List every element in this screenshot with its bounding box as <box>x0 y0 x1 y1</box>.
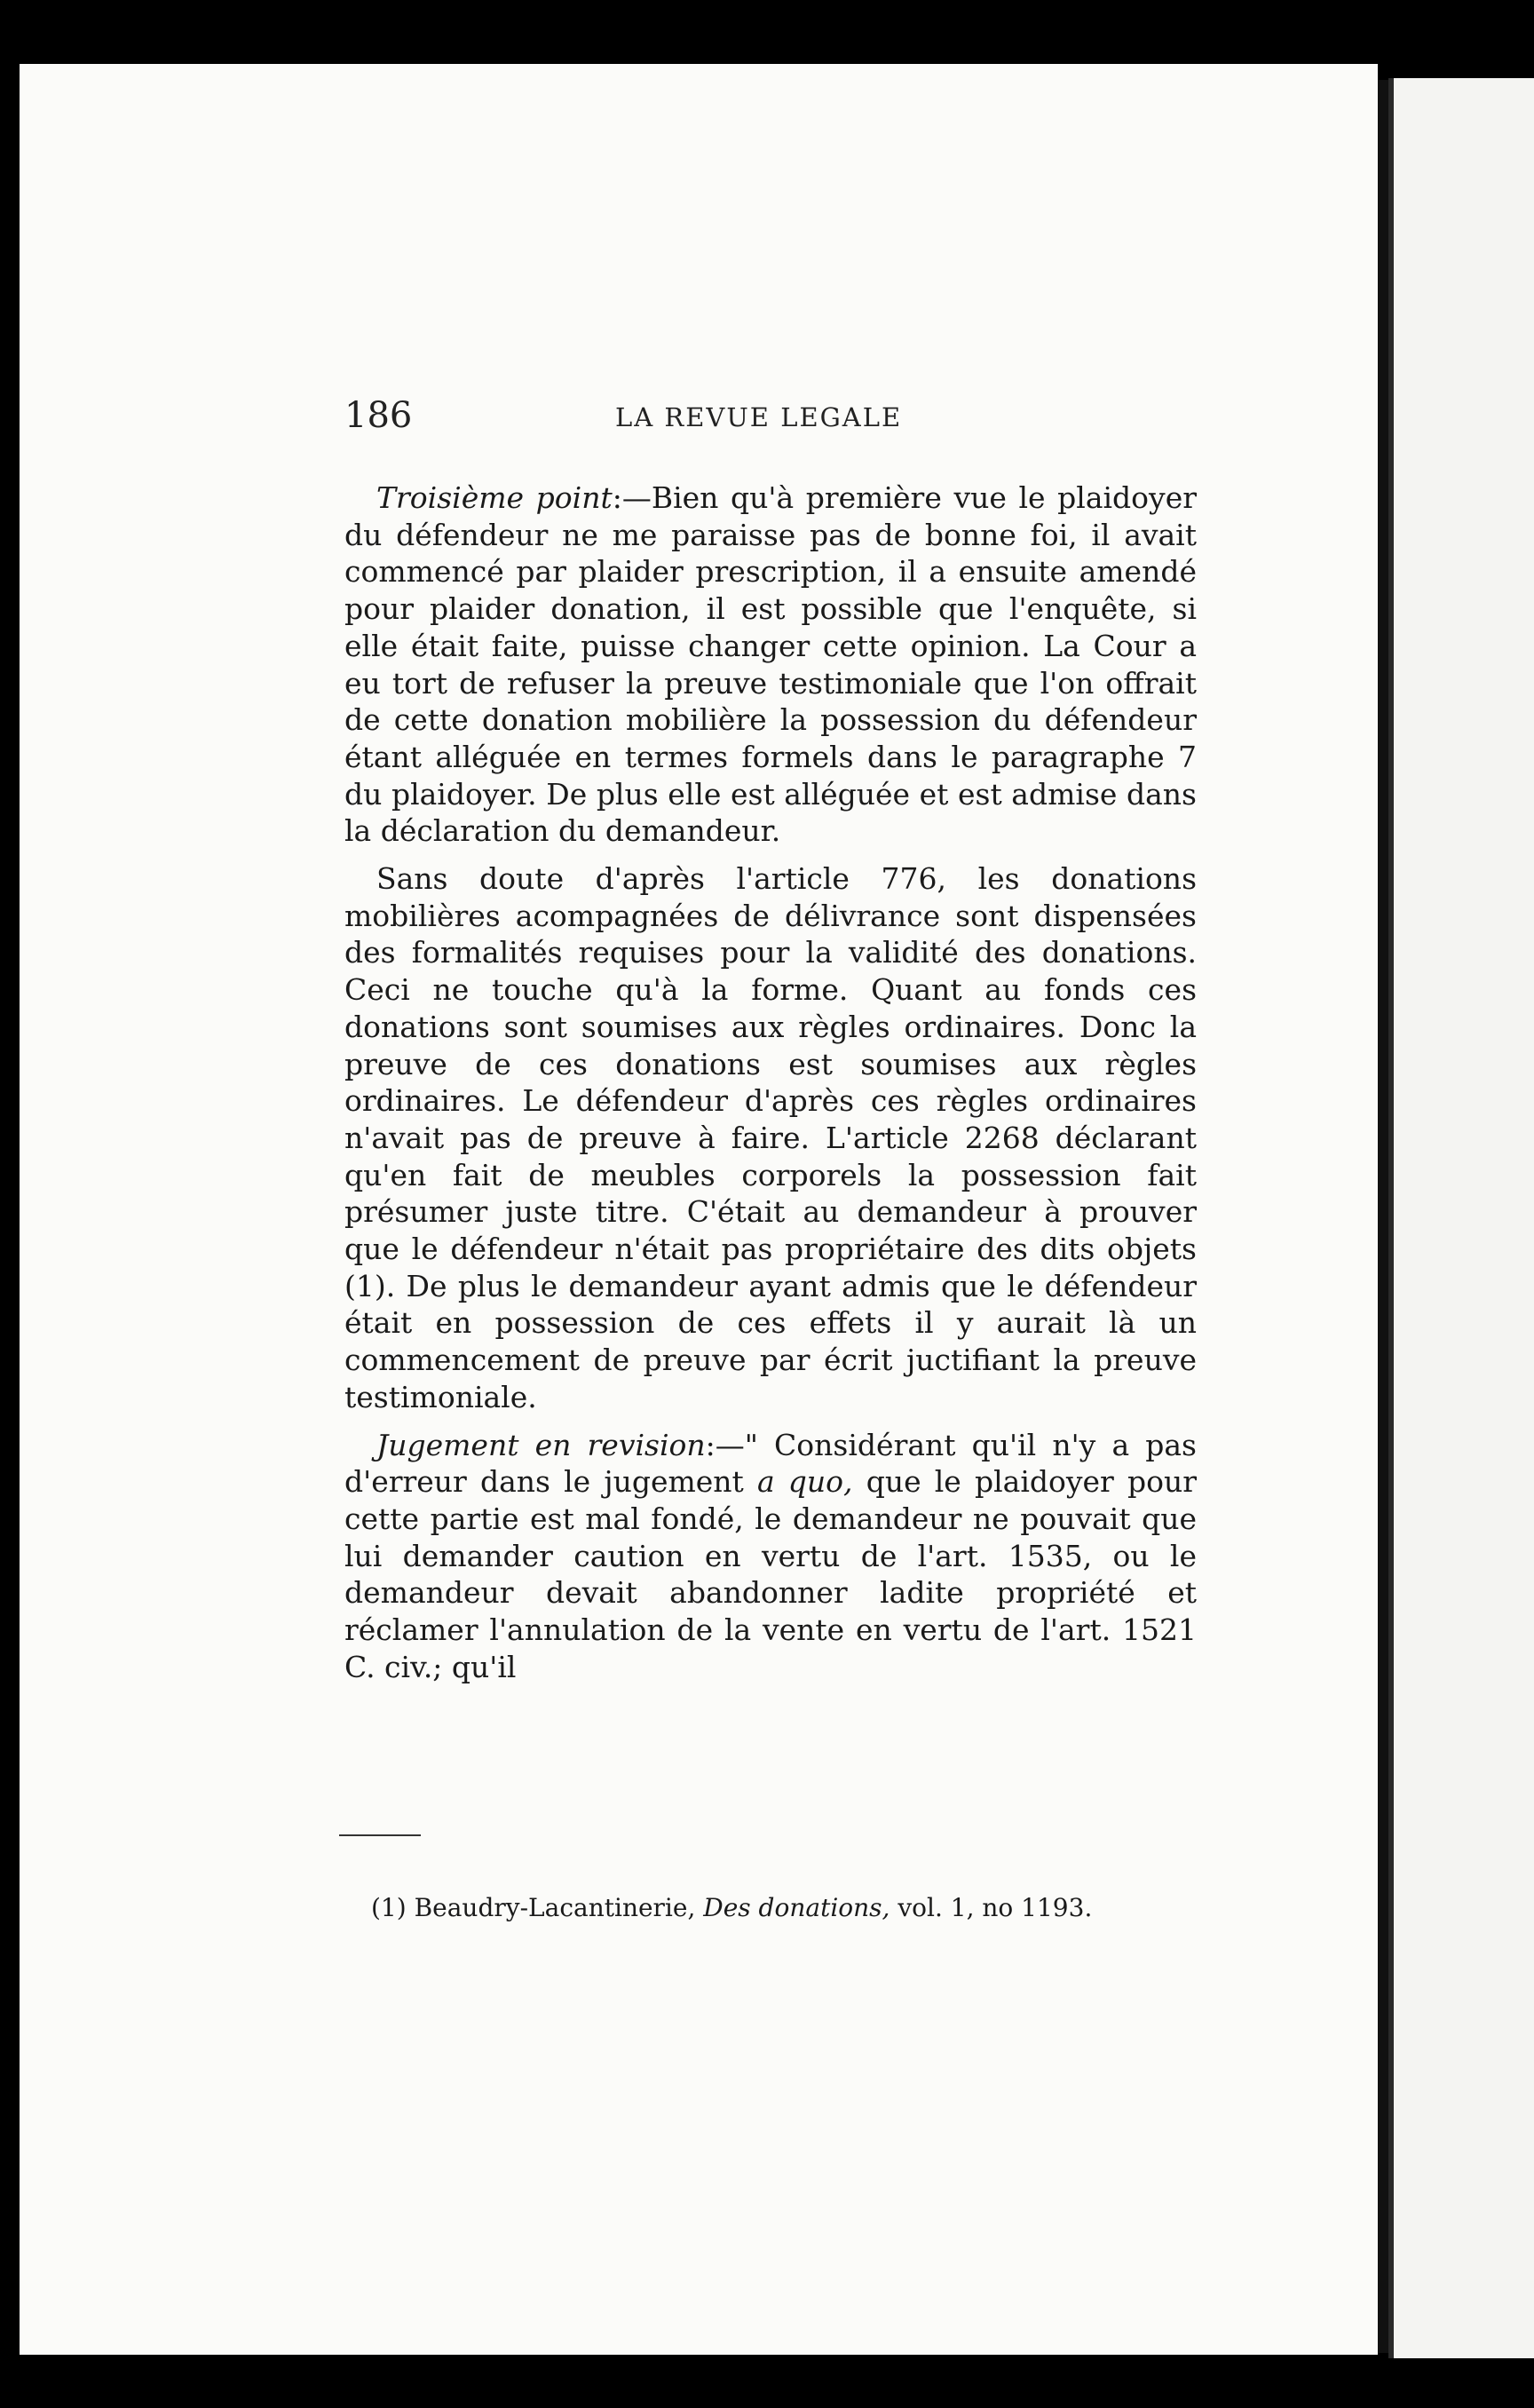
paragraph-text: :—" Considérant qu'il n'y a pas d'erreur dans le jugement <box>344 1427 1197 1500</box>
paragraph-text: que le plaidoyer pour cette partie est mal fondé, le demandeur ne pouvait que lui demander caution en vertu de l'art. 1535, ou le demandeur devait abandonner ladite propriété et réclamer l'annulation de la vente en vertu de l'art. 1521 C. civ.; qu'il <box>344 1464 1197 1684</box>
paragraph-lead: Troisième point <box>376 480 613 515</box>
paragraph-troisieme-point <box>344 479 1197 850</box>
paragraph-lead: Jugement en revision <box>376 1427 706 1462</box>
page-number: 186 <box>344 395 413 436</box>
page-gutter <box>1378 80 1388 2353</box>
footnote-reference: vol. 1, no 1193. <box>897 1893 1093 1922</box>
footnote-marker: (1) <box>371 1893 407 1922</box>
body-text <box>344 479 1197 1697</box>
paragraph-jugement-en-revision <box>344 1427 1197 1686</box>
facing-page-edge <box>1388 78 1534 2358</box>
italic-phrase: a quo, <box>756 1464 853 1500</box>
footnote-author: Beaudry-Lacantinerie, <box>414 1893 696 1922</box>
running-title: LA REVUE LEGALE <box>615 402 903 432</box>
footnote <box>371 1893 1223 1922</box>
page-header <box>344 395 1312 448</box>
footnote-rule <box>339 1834 421 1836</box>
paragraph-text: :—Bien qu'à première vue le plaidoyer du défendeur ne me paraisse pas de bonne foi, il avait commencé par plaider prescription, il a ensuite amendé pour plaider donation, il est possible que l'enquête, si elle était faite, puisse changer cette opinion. La Cour a eu tort de refuser la preuve testimoniale que l'on offrait de cette donation mobilière la possession du défendeur étant alléguée en termes formels dans le paragraphe 7 du plaidoyer. De plus elle est alléguée et est admise dans la déclaration du demandeur. <box>344 480 1197 849</box>
paragraph-article-776 <box>344 860 1197 1416</box>
paragraph-text: Sans doute d'après l'article 776, les donations mobilières acompagnées de délivrance sont dispensées des formalités requises pour la validité des donations. Ceci ne touche qu'à la forme. Quant au fonds ces donations sont soumises aux règles ordinaires. Donc la preuve de ces donations est soumises aux règles ordinaires. Le défendeur d'après ces règles ordinaires n'avait pas de preuve à faire. L'article 2268 déclarant qu'en fait de meubles corporels la possession fait présumer juste titre. C'était au demandeur à prouver que le défendeur n'était pas propriétaire des dits objets (1). De plus le demandeur ayant admis que le défendeur était en possession de ces effets il y aurait là un commencement de preuve par écrit juctifiant la preuve testimoniale. <box>344 861 1197 1414</box>
footnote-work-title: Des donations, <box>703 1893 890 1922</box>
